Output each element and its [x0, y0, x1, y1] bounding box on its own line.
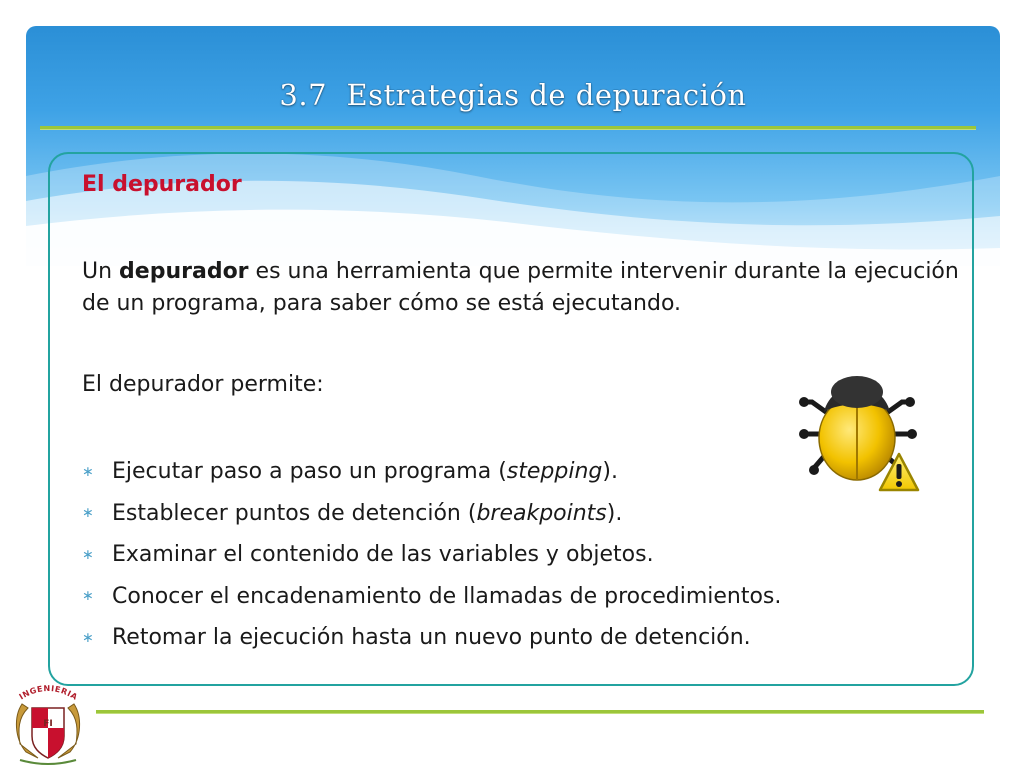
- list-item-text: Establecer puntos de detención (: [112, 500, 477, 526]
- svg-text:FI: FI: [43, 719, 53, 729]
- list-item: [82, 576, 781, 618]
- list-item-text: Examinar el contenido de las variables y objetos.: [112, 542, 654, 568]
- list-item-italic: stepping: [506, 459, 603, 485]
- intro-bold-term: depurador: [119, 259, 249, 284]
- feature-list: [82, 451, 781, 659]
- intro-text-start: Un: [82, 259, 120, 284]
- list-item: [82, 534, 781, 576]
- list-item: [82, 493, 781, 535]
- intro-text-end: es una herramienta que permite intervenir durante la ejecución de un programa, para saber cómo se está ejecutando.: [82, 259, 959, 316]
- bug-warning-icon: [796, 372, 922, 492]
- section-subtitle: El depurador: [82, 172, 242, 197]
- bullet-star-icon: ∗: [82, 505, 94, 522]
- list-item: [82, 451, 781, 493]
- list-item-text: Retomar la ejecución hasta un nuevo punto de detención.: [112, 625, 751, 651]
- title-divider: [40, 126, 976, 129]
- svg-text:INGENIERIA: [18, 684, 80, 702]
- bullet-star-icon: ∗: [82, 546, 94, 563]
- bullet-star-icon: ∗: [82, 629, 94, 646]
- list-lead: El depurador permite:: [82, 372, 324, 397]
- list-item: [82, 617, 781, 659]
- list-item-end: ).: [602, 459, 618, 485]
- list-item-end: ).: [606, 500, 623, 526]
- crest-label: INGENIERIA: [17, 683, 80, 702]
- list-item-text: Ejecutar paso a paso un programa (: [112, 459, 507, 485]
- list-item-italic: breakpoints: [476, 500, 607, 526]
- intro-paragraph: [82, 256, 962, 320]
- bullet-star-icon: ∗: [82, 588, 94, 605]
- slide-title: 3.7 Estrategias de depuración: [279, 78, 747, 112]
- bullet-star-icon: ∗: [82, 463, 94, 480]
- faculty-crest-icon: [8, 678, 88, 766]
- footer-divider: [96, 710, 984, 713]
- list-item-text: Conocer el encadenamiento de llamadas de procedimientos.: [112, 583, 782, 609]
